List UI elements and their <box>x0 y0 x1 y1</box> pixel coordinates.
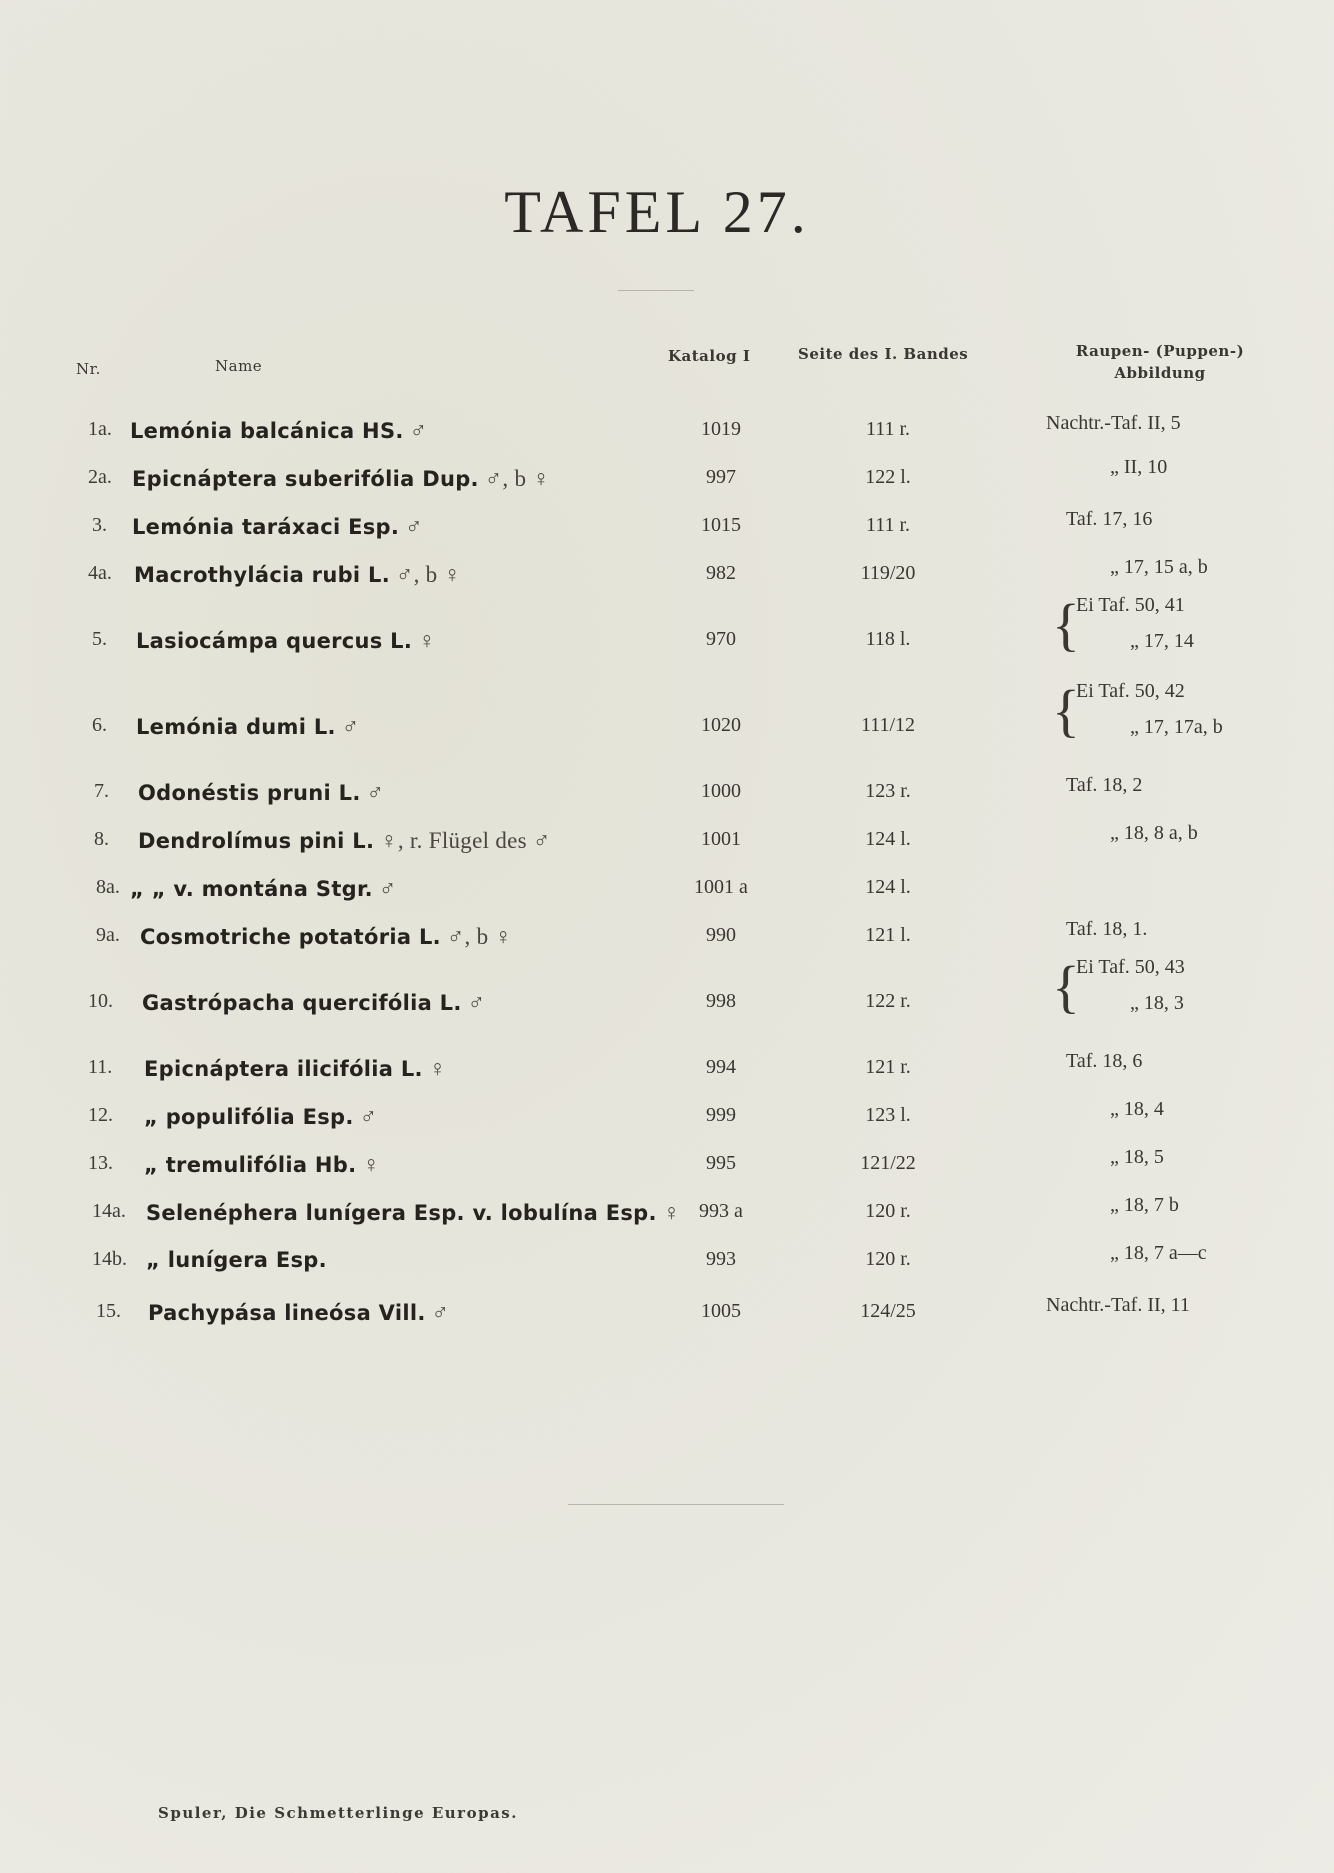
sex-symbol: ♀ <box>412 628 436 653</box>
brace-glyph: { <box>1052 954 1080 1019</box>
page-reference: 122 r. <box>865 990 911 1012</box>
footer-citation: Spuler, Die Schmetterlinge Europas. <box>158 1804 518 1822</box>
katalog-number: 1019 <box>701 418 741 440</box>
illustration-reference: „ 17, 14 <box>1130 630 1194 652</box>
row-number: 11. <box>88 1056 113 1078</box>
page-reference: 120 r. <box>865 1248 911 1270</box>
row-number: 6. <box>92 714 107 736</box>
species-name <box>144 1104 377 1130</box>
katalog-number: 1001 <box>701 828 741 850</box>
illustration-reference: „ 18, 8 a, b <box>1110 822 1198 844</box>
table-row <box>0 508 1334 554</box>
page-reference: 123 l. <box>865 1104 911 1126</box>
katalog-number: 995 <box>706 1152 736 1174</box>
table-row <box>0 876 1334 916</box>
species-name-text: Selenéphera lunígera Esp. v. lobulína Esp. <box>146 1201 657 1225</box>
row-number: 3. <box>92 514 107 536</box>
katalog-number: 999 <box>706 1104 736 1126</box>
row-number: 15. <box>96 1300 121 1322</box>
sex-symbol: ♂ <box>360 780 385 805</box>
table-row <box>0 954 1334 1030</box>
illustration-reference: „ 18, 7 b <box>1110 1194 1179 1216</box>
species-name-text: Pachypása lineósa Vill. <box>148 1301 426 1325</box>
page-reference: 124 l. <box>865 876 911 898</box>
illustration-reference: Ei Taf. 50, 43 <box>1076 956 1185 978</box>
page-reference: 119/20 <box>860 562 916 584</box>
row-number: 1a. <box>88 418 112 440</box>
species-name-text: „ lunígera Esp. <box>146 1248 327 1272</box>
sex-symbol: ♂ <box>372 876 397 901</box>
table-row <box>0 774 1334 820</box>
species-name-text: Gastrópacha quercifólia L. <box>142 991 462 1015</box>
page-reference: 120 r. <box>865 1200 911 1222</box>
table-row <box>0 592 1334 668</box>
species-name-text: Odonéstis pruni L. <box>138 781 361 805</box>
page-reference: 111 r. <box>865 514 911 536</box>
species-name <box>136 628 436 654</box>
species-name-text: Epicnáptera ilicifólia L. <box>144 1057 423 1081</box>
page-reference: 121 r. <box>865 1056 911 1078</box>
species-name-text: „ populifólia Esp. <box>144 1105 354 1129</box>
illustration-reference: „ 17, 17a, b <box>1130 716 1223 738</box>
page-reference: 124 l. <box>865 828 911 850</box>
header-raupen <box>1040 340 1280 384</box>
illustration-reference: Taf. 18, 6 <box>1066 1050 1143 1072</box>
illustration-reference: „ 18, 3 <box>1130 992 1184 1014</box>
row-number: 14a. <box>92 1200 126 1222</box>
species-name <box>138 780 384 806</box>
illustration-reference: Taf. 18, 2 <box>1066 774 1143 796</box>
species-name-text: Cosmotriche potatória L. <box>140 925 441 949</box>
species-name <box>136 714 359 740</box>
sex-symbol: ♂ <box>425 1300 450 1325</box>
bottom-divider <box>568 1504 784 1505</box>
page-reference: 123 r. <box>865 780 911 802</box>
species-name-text: Lemónia taráxaci Esp. <box>132 515 400 539</box>
table-row <box>0 1050 1334 1096</box>
species-name <box>146 1200 680 1226</box>
sex-symbol: ♂ <box>461 990 486 1015</box>
species-name <box>130 418 427 444</box>
katalog-number: 1001 a <box>694 876 748 898</box>
sex-symbol: ♂ <box>399 514 423 539</box>
species-name <box>142 990 485 1016</box>
species-name <box>148 1300 449 1326</box>
illustration-reference: „ 18, 7 a—c <box>1110 1242 1207 1264</box>
katalog-number: 982 <box>706 562 736 584</box>
illustration-reference: Nachtr.-Taf. II, 11 <box>1046 1294 1190 1316</box>
table-row <box>0 1242 1334 1288</box>
brace-glyph: { <box>1052 592 1080 657</box>
table-row <box>0 456 1334 506</box>
species-name-text: Macrothylácia rubi L. <box>134 563 390 587</box>
page-reference: 124/25 <box>860 1300 916 1322</box>
sex-symbol: ♀ <box>656 1200 681 1225</box>
page-reference: 121 l. <box>865 924 911 946</box>
katalog-number: 994 <box>706 1056 736 1078</box>
species-name <box>130 876 397 902</box>
species-name <box>132 514 423 540</box>
table-row <box>0 678 1334 754</box>
table-row <box>0 1294 1334 1340</box>
page-reference: 118 l. <box>865 628 911 650</box>
sex-symbol: ♂ <box>403 418 428 443</box>
page-reference: 111 r. <box>865 418 911 440</box>
table-row <box>0 822 1334 868</box>
title-divider <box>618 290 694 291</box>
katalog-number: 1005 <box>701 1300 741 1322</box>
illustration-reference: „ 17, 15 a, b <box>1110 556 1208 578</box>
katalog-number: 1020 <box>701 714 741 736</box>
header-nr: Nr. <box>76 360 101 378</box>
row-number: 4a. <box>88 562 112 584</box>
header-katalog: Katalog I <box>668 347 751 365</box>
illustration-reference: „ 18, 4 <box>1110 1098 1164 1120</box>
katalog-number: 993 <box>706 1248 736 1270</box>
sex-symbol: ♂ <box>335 714 360 739</box>
katalog-number: 993 a <box>699 1200 743 1222</box>
page-reference: 111/12 <box>860 714 916 736</box>
katalog-number: 970 <box>706 628 736 650</box>
species-name <box>144 1056 446 1082</box>
species-name <box>144 1152 380 1178</box>
row-number: 8a. <box>96 876 120 898</box>
katalog-number: 990 <box>706 924 736 946</box>
species-name-text: Epicnáptera suberifólia Dup. <box>132 467 479 491</box>
illustration-reference: Ei Taf. 50, 41 <box>1076 594 1185 616</box>
sex-symbol: ♀ <box>422 1056 447 1081</box>
page-title: TAFEL 27. <box>504 179 810 245</box>
row-number: 2a. <box>88 466 112 488</box>
katalog-number: 1015 <box>701 514 741 536</box>
sex-symbol: ♂, b ♀ <box>440 924 513 949</box>
table-row <box>0 1146 1334 1192</box>
sex-symbol: ♀, r. Flügel des ♂ <box>374 828 551 853</box>
header-raupen-line1: Raupen- (Puppen-) <box>1075 342 1245 360</box>
species-name-text: Dendrolímus pini L. <box>138 829 375 853</box>
header-seite: Seite des I. Bandes <box>798 345 969 363</box>
row-number: 9a. <box>96 924 120 946</box>
illustration-reference: Nachtr.-Taf. II, 5 <box>1046 412 1181 434</box>
page-reference: 121/22 <box>860 1152 916 1174</box>
illustration-reference: Ei Taf. 50, 42 <box>1076 680 1185 702</box>
sex-symbol: ♂, b ♀ <box>478 466 550 491</box>
page-reference: 122 l. <box>865 466 911 488</box>
row-number: 5. <box>92 628 107 650</box>
row-number: 7. <box>94 780 109 802</box>
species-name <box>146 1248 327 1272</box>
row-number: 13. <box>88 1152 113 1174</box>
sex-symbol: ♀ <box>356 1152 381 1177</box>
illustration-reference: Taf. 18, 1. <box>1066 918 1148 940</box>
katalog-number: 1000 <box>701 780 741 802</box>
katalog-number: 997 <box>706 466 736 488</box>
table-row <box>0 1098 1334 1144</box>
species-name-text: Lemónia dumi L. <box>136 715 336 739</box>
header-raupen-line2: Abbildung <box>1114 364 1206 382</box>
species-name <box>132 466 550 492</box>
illustration-reference: Taf. 17, 16 <box>1066 508 1153 530</box>
species-name-text: „ „ v. montána Stgr. <box>130 877 373 901</box>
row-number: 14b. <box>92 1248 127 1270</box>
species-name <box>134 562 461 588</box>
species-name <box>140 924 512 950</box>
sex-symbol: ♂, b ♀ <box>389 562 462 587</box>
species-name <box>138 828 551 854</box>
brace-glyph: { <box>1052 678 1080 743</box>
species-name-text: Lemónia balcánica HS. <box>130 419 404 443</box>
katalog-number: 998 <box>706 990 736 1012</box>
illustration-reference: „ II, 10 <box>1110 456 1168 478</box>
sex-symbol: ♂ <box>353 1104 378 1129</box>
illustration-reference: „ 18, 5 <box>1110 1146 1164 1168</box>
row-number: 8. <box>94 828 109 850</box>
row-number: 10. <box>88 990 113 1012</box>
header-name: Name <box>215 357 263 375</box>
species-name-text: Lasiocámpa quercus L. <box>136 629 413 653</box>
table-row <box>0 1194 1334 1240</box>
row-number: 12. <box>88 1104 113 1126</box>
table-row <box>0 412 1334 458</box>
species-name-text: „ tremulifólia Hb. <box>144 1153 357 1177</box>
